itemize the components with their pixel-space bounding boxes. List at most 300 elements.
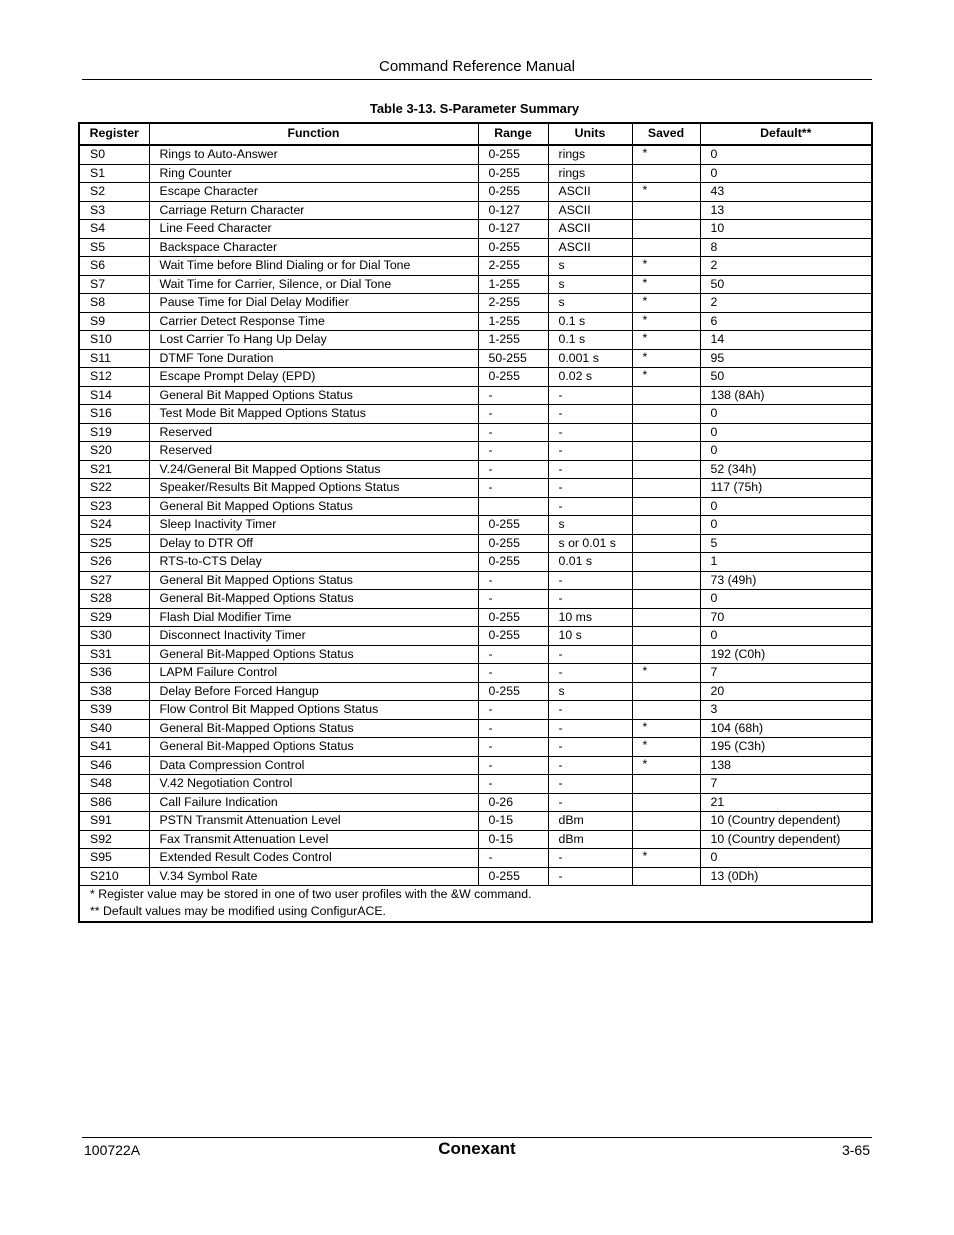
cell-function: PSTN Transmit Attenuation Level [149,812,478,831]
column-header-default: Default** [700,123,872,145]
cell-register: S6 [79,257,149,276]
document-number: 100722A [84,1142,141,1158]
page-number: 3-65 [841,1142,870,1158]
cell-saved [632,164,700,183]
cell-saved [632,571,700,590]
cell-saved [632,608,700,627]
cell-saved: * [632,257,700,276]
cell-register: S14 [79,386,149,405]
table-row [79,164,872,183]
cell-register: S46 [79,756,149,775]
cell-range: - [478,664,548,683]
cell-default: 52 (34h) [700,460,872,479]
cell-default: 14 [700,331,872,350]
cell-saved: * [632,756,700,775]
cell-saved: * [632,183,700,202]
cell-default: 0 [700,423,872,442]
cell-units: s [548,682,632,701]
cell-range: - [478,479,548,498]
table-row [79,627,872,646]
cell-saved: * [632,331,700,350]
cell-range: - [478,442,548,461]
cell-function: Pause Time for Dial Delay Modifier [149,294,478,313]
cell-units: s [548,257,632,276]
note-default: ** Default values may be modified using ConfigurACE. [90,904,386,918]
cell-range: 1-255 [478,275,548,294]
table-notes-row [79,886,872,923]
cell-default: 50 [700,275,872,294]
cell-default: 8 [700,238,872,257]
cell-saved: * [632,368,700,387]
cell-range: - [478,590,548,609]
cell-units: - [548,442,632,461]
cell-function: Extended Result Codes Control [149,849,478,868]
cell-saved [632,830,700,849]
cell-saved: * [632,664,700,683]
column-header-units: Units [548,123,632,145]
cell-range: 2-255 [478,257,548,276]
cell-default: 13 [700,201,872,220]
cell-register: S25 [79,534,149,553]
cell-register: S4 [79,220,149,239]
cell-register: S20 [79,442,149,461]
cell-range: 0-255 [478,608,548,627]
cell-function: Wait Time for Carrier, Silence, or Dial Tone [149,275,478,294]
table-row [79,812,872,831]
table-row [79,257,872,276]
cell-units: rings [548,164,632,183]
cell-default: 2 [700,294,872,313]
cell-default: 50 [700,368,872,387]
cell-saved [632,201,700,220]
cell-function: V.42 Negotiation Control [149,775,478,794]
cell-default: 0 [700,497,872,516]
table-body [79,145,872,886]
cell-function: Escape Character [149,183,478,202]
cell-range: - [478,423,548,442]
cell-register: S48 [79,775,149,794]
cell-register: S3 [79,201,149,220]
cell-units: - [548,775,632,794]
cell-register: S31 [79,645,149,664]
cell-default: 0 [700,405,872,424]
cell-range: 0-255 [478,534,548,553]
cell-units: 0.1 s [548,331,632,350]
cell-function: V.24/General Bit Mapped Options Status [149,460,478,479]
cell-register: S27 [79,571,149,590]
cell-range: 0-255 [478,627,548,646]
table-caption: Table 3-13. S-Parameter Summary [369,101,580,116]
table-row [79,442,872,461]
table-row [79,183,872,202]
cell-function: Reserved [149,442,478,461]
table-row [79,645,872,664]
cell-default: 138 [700,756,872,775]
cell-range: 0-255 [478,183,548,202]
cell-function: Line Feed Character [149,220,478,239]
cell-function: Delay to DTR Off [149,534,478,553]
cell-register: S24 [79,516,149,535]
column-header-function: Function [149,123,478,145]
cell-range: 0-255 [478,682,548,701]
cell-function: General Bit-Mapped Options Status [149,590,478,609]
cell-function: LAPM Failure Control [149,664,478,683]
cell-units: - [548,738,632,757]
cell-range: 1-255 [478,331,548,350]
cell-saved: * [632,738,700,757]
cell-range: 0-255 [478,867,548,886]
cell-register: S16 [79,405,149,424]
cell-register: S39 [79,701,149,720]
cell-units: dBm [548,812,632,831]
cell-range: 0-127 [478,201,548,220]
table-row [79,793,872,812]
cell-range: 0-15 [478,812,548,831]
cell-range: 0-255 [478,368,548,387]
cell-range: - [478,386,548,405]
note-saved: * Register value may be stored in one of two user profiles with the &W command. [90,887,532,901]
cell-default: 0 [700,164,872,183]
table-row [79,238,872,257]
table-row [79,867,872,886]
cell-saved: * [632,849,700,868]
cell-default: 70 [700,608,872,627]
cell-function: Wait Time before Blind Dialing or for Dial Tone [149,257,478,276]
cell-range: - [478,645,548,664]
cell-function: Carriage Return Character [149,201,478,220]
cell-saved: * [632,294,700,313]
cell-range: - [478,701,548,720]
cell-range: 50-255 [478,349,548,368]
cell-range: 0-15 [478,830,548,849]
table-row [79,738,872,757]
cell-default: 0 [700,590,872,609]
cell-register: S11 [79,349,149,368]
cell-saved [632,497,700,516]
cell-default: 73 (49h) [700,571,872,590]
cell-units: - [548,479,632,498]
cell-default: 21 [700,793,872,812]
table-row [79,571,872,590]
cell-saved: * [632,275,700,294]
cell-default: 20 [700,682,872,701]
cell-units: 0.02 s [548,368,632,387]
cell-saved: * [632,312,700,331]
table-row [79,405,872,424]
cell-function: Backspace Character [149,238,478,257]
cell-saved [632,553,700,572]
cell-units: dBm [548,830,632,849]
cell-function: Reserved [149,423,478,442]
cell-units: 10 s [548,627,632,646]
cell-register: S26 [79,553,149,572]
s-parameter-table [78,122,873,923]
column-header-register: Register [79,123,149,145]
header-divider [82,79,872,80]
cell-function: Ring Counter [149,164,478,183]
cell-saved [632,423,700,442]
cell-register: S7 [79,275,149,294]
cell-register: S91 [79,812,149,831]
table-row [79,516,872,535]
cell-register: S29 [79,608,149,627]
table-row [79,830,872,849]
cell-saved [632,812,700,831]
cell-units: 0.01 s [548,553,632,572]
cell-default: 3 [700,701,872,720]
cell-function: Carrier Detect Response Time [149,312,478,331]
table-row [79,275,872,294]
cell-register: S8 [79,294,149,313]
cell-function: Sleep Inactivity Timer [149,516,478,535]
cell-function: Delay Before Forced Hangup [149,682,478,701]
cell-register: S12 [79,368,149,387]
cell-units: - [548,701,632,720]
cell-default: 6 [700,312,872,331]
cell-units: - [548,645,632,664]
table-row [79,849,872,868]
table-row [79,590,872,609]
cell-range: 1-255 [478,312,548,331]
table-row [79,386,872,405]
cell-units: - [548,756,632,775]
cell-function: Fax Transmit Attenuation Level [149,830,478,849]
cell-saved [632,534,700,553]
cell-units: - [548,423,632,442]
cell-default: 117 (75h) [700,479,872,498]
cell-register: S21 [79,460,149,479]
table-row [79,701,872,720]
table-row [79,682,872,701]
table-row [79,349,872,368]
cell-default: 0 [700,516,872,535]
cell-saved: * [632,719,700,738]
cell-units: - [548,497,632,516]
table-row [79,775,872,794]
cell-register: S22 [79,479,149,498]
cell-range: 0-255 [478,516,548,535]
cell-units: - [548,849,632,868]
cell-range: - [478,405,548,424]
cell-default: 1 [700,553,872,572]
cell-default: 10 (Country dependent) [700,812,872,831]
company-name: Conexant [438,1139,516,1158]
cell-units: ASCII [548,238,632,257]
cell-register: S10 [79,331,149,350]
table-row [79,479,872,498]
cell-function: General Bit Mapped Options Status [149,571,478,590]
cell-saved [632,627,700,646]
table-row [79,145,872,164]
cell-register: S1 [79,164,149,183]
cell-units: - [548,386,632,405]
table-row [79,608,872,627]
table-notes [79,886,872,923]
cell-default: 10 [700,220,872,239]
column-header-range: Range [478,123,548,145]
cell-range: 0-127 [478,220,548,239]
cell-default: 43 [700,183,872,202]
cell-register: S28 [79,590,149,609]
cell-default: 7 [700,664,872,683]
cell-units: ASCII [548,183,632,202]
cell-units: - [548,460,632,479]
table-row [79,201,872,220]
cell-units: s [548,275,632,294]
cell-saved [632,220,700,239]
cell-saved [632,645,700,664]
cell-saved [632,479,700,498]
cell-register: S38 [79,682,149,701]
cell-function: General Bit-Mapped Options Status [149,645,478,664]
cell-units: - [548,719,632,738]
cell-saved [632,442,700,461]
cell-saved: * [632,145,700,164]
cell-default: 7 [700,775,872,794]
cell-default: 10 (Country dependent) [700,830,872,849]
cell-function: Call Failure Indication [149,793,478,812]
cell-range: 0-255 [478,238,548,257]
cell-function: General Bit Mapped Options Status [149,386,478,405]
cell-range: 0-255 [478,164,548,183]
cell-function: RTS-to-CTS Delay [149,553,478,572]
cell-range: - [478,571,548,590]
cell-saved [632,460,700,479]
cell-register: S5 [79,238,149,257]
cell-function: Escape Prompt Delay (EPD) [149,368,478,387]
cell-default: 195 (C3h) [700,738,872,757]
cell-function: General Bit-Mapped Options Status [149,738,478,757]
cell-function: Lost Carrier To Hang Up Delay [149,331,478,350]
cell-register: S23 [79,497,149,516]
cell-default: 13 (0Dh) [700,867,872,886]
cell-units: - [548,793,632,812]
cell-register: S210 [79,867,149,886]
cell-saved [632,238,700,257]
cell-function: Data Compression Control [149,756,478,775]
cell-range: 0-255 [478,145,548,164]
cell-register: S40 [79,719,149,738]
cell-range: 0-26 [478,793,548,812]
cell-default: 192 (C0h) [700,645,872,664]
cell-range: 0-255 [478,553,548,572]
cell-function: Flash Dial Modifier Time [149,608,478,627]
cell-units: - [548,590,632,609]
cell-units: ASCII [548,220,632,239]
cell-units: 10 ms [548,608,632,627]
cell-function: General Bit-Mapped Options Status [149,719,478,738]
cell-range: 2-255 [478,294,548,313]
cell-default: 0 [700,849,872,868]
cell-default: 0 [700,442,872,461]
cell-default: 138 (8Ah) [700,386,872,405]
cell-units: ASCII [548,201,632,220]
cell-function: V.34 Symbol Rate [149,867,478,886]
page-header-title: Command Reference Manual [379,58,575,75]
cell-range: - [478,719,548,738]
cell-register: S2 [79,183,149,202]
cell-range: - [478,775,548,794]
cell-register: S95 [79,849,149,868]
table-row [79,664,872,683]
cell-function: Disconnect Inactivity Timer [149,627,478,646]
table-row [79,756,872,775]
cell-function: Test Mode Bit Mapped Options Status [149,405,478,424]
cell-units: - [548,867,632,886]
table-row [79,331,872,350]
table-row [79,312,872,331]
cell-range: - [478,756,548,775]
cell-saved [632,590,700,609]
table-row [79,534,872,553]
cell-range: - [478,849,548,868]
cell-register: S41 [79,738,149,757]
cell-units: 0.1 s [548,312,632,331]
table-row [79,719,872,738]
cell-register: S9 [79,312,149,331]
cell-saved [632,867,700,886]
cell-register: S0 [79,145,149,164]
table-row [79,553,872,572]
cell-default: 5 [700,534,872,553]
cell-register: S86 [79,793,149,812]
cell-units: s or 0.01 s [548,534,632,553]
cell-register: S30 [79,627,149,646]
cell-default: 0 [700,627,872,646]
cell-units: rings [548,145,632,164]
cell-saved [632,793,700,812]
cell-saved [632,405,700,424]
cell-range: - [478,738,548,757]
table-row [79,220,872,239]
cell-saved [632,775,700,794]
cell-units: - [548,571,632,590]
cell-saved [632,701,700,720]
cell-default: 104 (68h) [700,719,872,738]
cell-function: Rings to Auto-Answer [149,145,478,164]
cell-saved [632,516,700,535]
cell-function: Flow Control Bit Mapped Options Status [149,701,478,720]
cell-default: 2 [700,257,872,276]
cell-units: 0.001 s [548,349,632,368]
cell-saved [632,386,700,405]
table-row [79,497,872,516]
table-row [79,423,872,442]
cell-function: DTMF Tone Duration [149,349,478,368]
table-row [79,460,872,479]
cell-register: S19 [79,423,149,442]
cell-units: - [548,664,632,683]
cell-default: 95 [700,349,872,368]
table-header-row [79,123,872,145]
cell-register: S36 [79,664,149,683]
cell-range [478,497,548,516]
column-header-saved: Saved [632,123,700,145]
table-row [79,368,872,387]
cell-units: - [548,405,632,424]
footer-divider [82,1137,872,1138]
cell-register: S92 [79,830,149,849]
cell-units: s [548,516,632,535]
table-row [79,294,872,313]
cell-saved [632,682,700,701]
cell-function: Speaker/Results Bit Mapped Options Status [149,479,478,498]
cell-saved: * [632,349,700,368]
cell-default: 0 [700,145,872,164]
cell-function: General Bit Mapped Options Status [149,497,478,516]
cell-units: s [548,294,632,313]
cell-range: - [478,460,548,479]
